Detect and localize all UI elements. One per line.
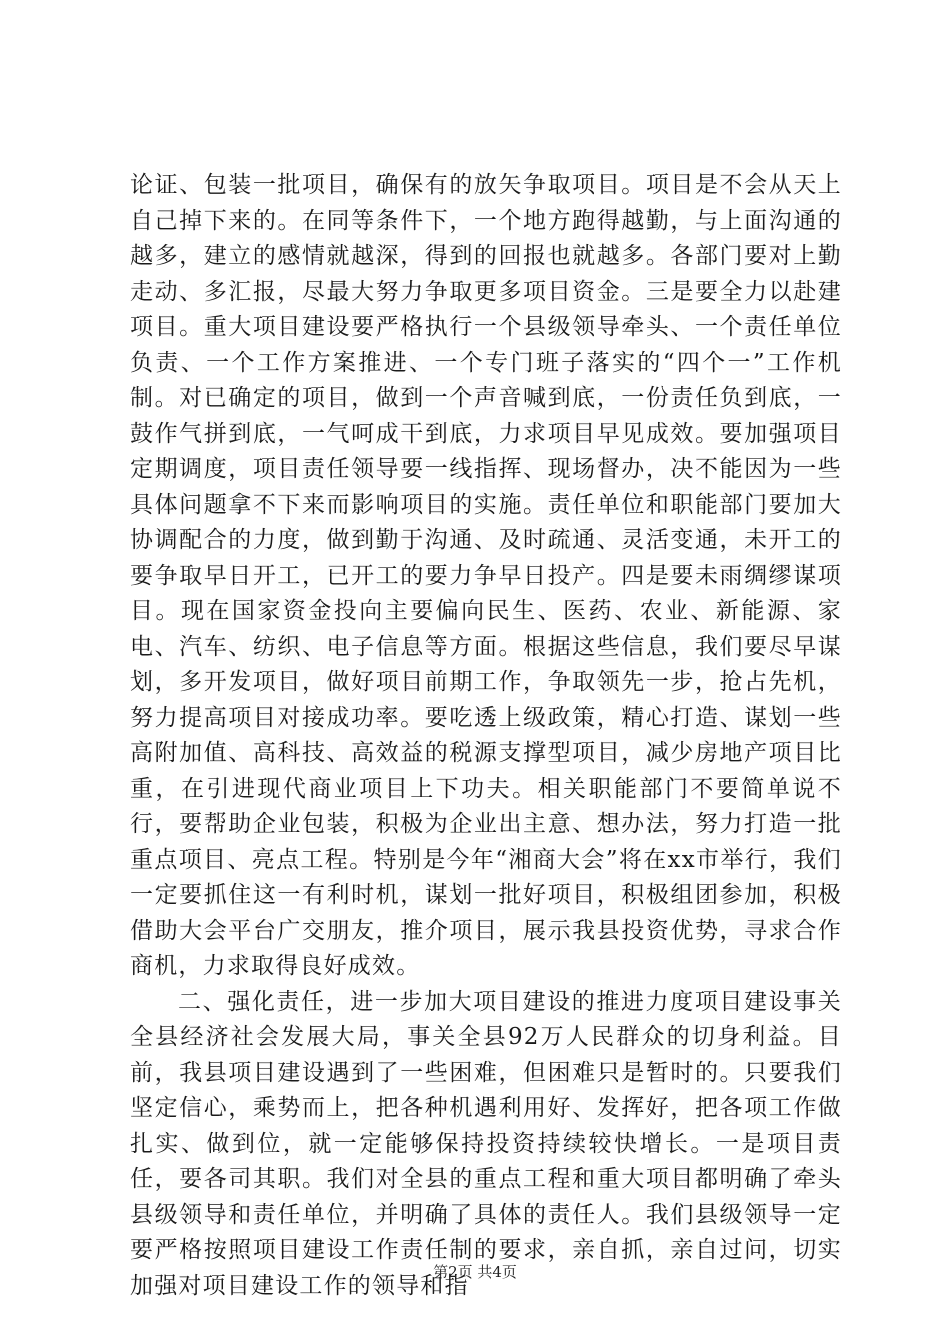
body-text (130, 168, 842, 1304)
paragraph-1: 论证、包装一批项目，确保有的放矢争取项目。项目是不会从天上自己掉下来的。在同等条件下，一个地方跑得越勤，与上面沟通的越多，建立的感情就越深，得到的回报也就越多。各部门要对上勤走动、多汇报，尽最大努力争取更多项目资金。三是要全力以赴建项目。重大项目建设要严格执行一个县级领导牵头、一个责任单位负责、一个工作方案推进、一个专门班子落实的“四个一”工作机制。对已确定的项目，做到一个声音喊到底，一份责任负到底，一鼓作气拼到底，一气呵成干到底，力求项目早见成效。要加强项目定期调度，项目责任领导要一线指挥、现场督办，决不能因为一些具体问题拿不下来而影响项目的实施。责任单位和职能部门要加大协调配合的力度，做到勤于沟通、及时疏通、灵活变通，未开工的要争取早日开工，已开工的要力争早日投产。四是要未雨绸缪谋项目。现在国家资金投向主要偏向民生、医药、农业、新能源、家电、汽车、纺织、电子信息等方面。根据这些信息，我们要尽早谋划，多开发项目，做好项目前期工作，争取领先一步，抢占先机，努力提高项目对接成功率。要吃透上级政策，精心打造、谋划一些高附加值、高科技、高效益的税源支撑型项目，减少房地产项目比重，在引进现代商业项目上下功夫。相关职能部门不要简单说不行，要帮助企业包装，积极为企业出主意、想办法，努力打造一批重点项目、亮点工程。特别是今年“湘商大会”将在xx市举行，我们一定要抓住这一有利时机，谋划一批好项目，积极组团参加，积极借助大会平台广交朋友，推介项目，展示我县投资优势，寻求合作商机，力求取得良好成效。 (130, 172, 842, 979)
paragraph-2: 二、强化责任，进一步加大项目建设的推进力度项目建设事关全县经济社会发展大局，事关全县92万人民群众的切身利益。目前，我县项目建设遇到了一些困难，但困难只是暂时的。只要我们坚定信心，乘势而上，把各种机遇利用好、发挥好，把各项工作做扎实、做到位，就一定能够保持投资持续较快增长。一是项目责任，要各司其职。我们对全县的重点工程和重大项目都明确了牵头县级领导和责任单位，并明确了具体的责任人。我们县级领导一定要严格按照项目建设工作责任制的要求，亲自抓，亲自过问，切实加强对项目建设工作的领导和指 (130, 988, 842, 1299)
page-footer: 第2页 共4页 (433, 1263, 517, 1281)
